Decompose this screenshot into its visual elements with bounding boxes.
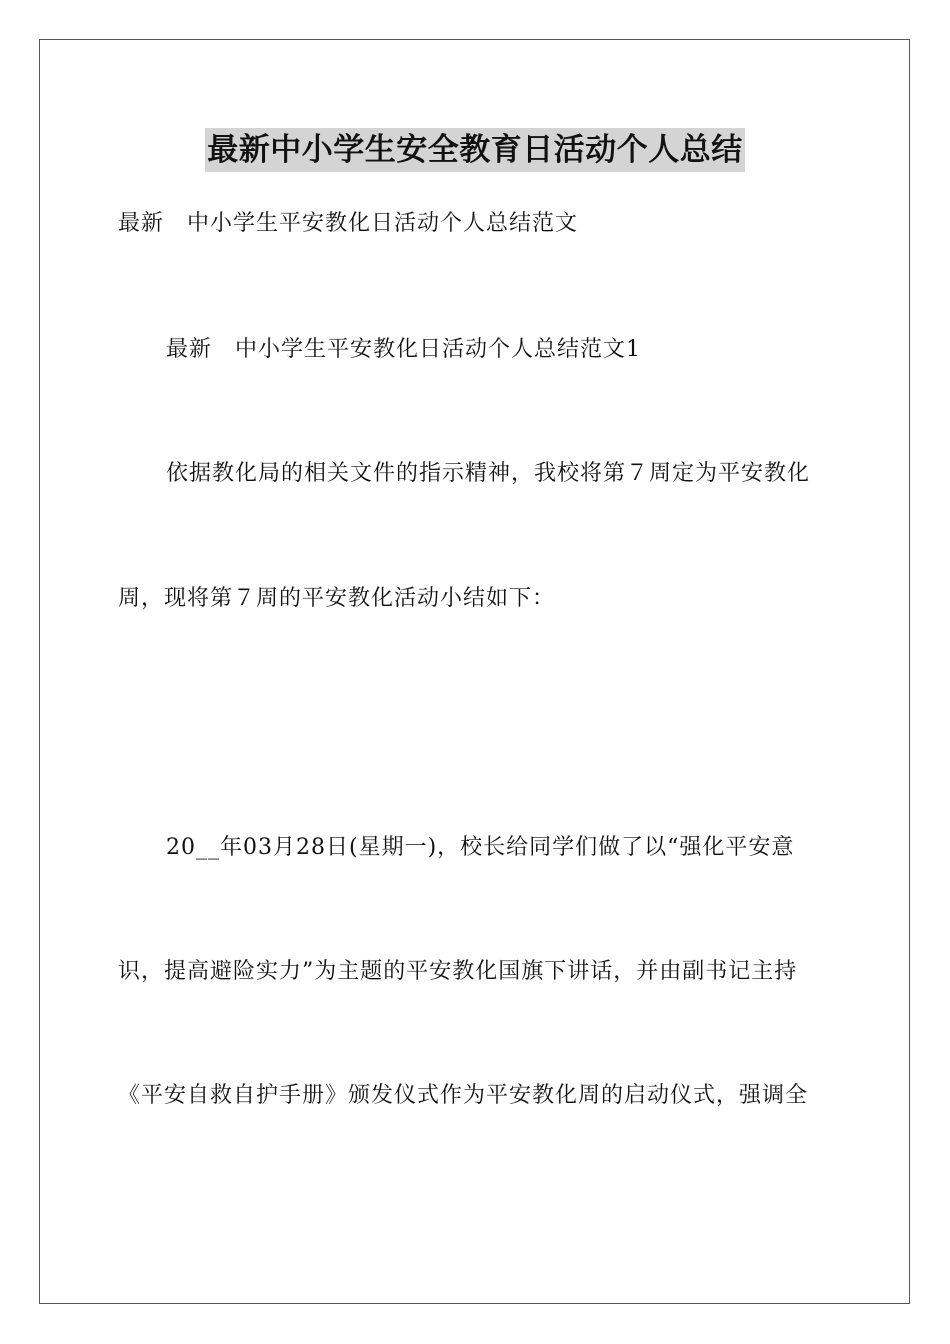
paragraph-line: 依据教化局的相关文件的指示精神，我校将第７周定为平安教化 xyxy=(166,461,811,486)
paragraph-line: 20__年03月28日(星期一)，校长给同学们做了以“强化平安意 xyxy=(166,835,795,860)
subtitle-line: 最新 中小学生平安教化日活动个人总结范文 xyxy=(118,211,579,236)
document-title: 最新中小学生安全教育日活动个人总结 xyxy=(205,128,745,172)
paragraph-line: 周，现将第７周的平安教化活动小结如下： xyxy=(118,586,556,611)
document-title-row xyxy=(0,128,950,177)
paragraph-line: 识，提高避险实力”为主题的平安教化国旗下讲话，并由副书记主持 xyxy=(118,959,798,984)
paragraph-line: 《平安自救自护手册》颁发仪式作为平安教化周的启动仪式，强调全 xyxy=(118,1083,809,1108)
section-heading: 最新 中小学生平安教化日活动个人总结范文1 xyxy=(166,337,641,362)
